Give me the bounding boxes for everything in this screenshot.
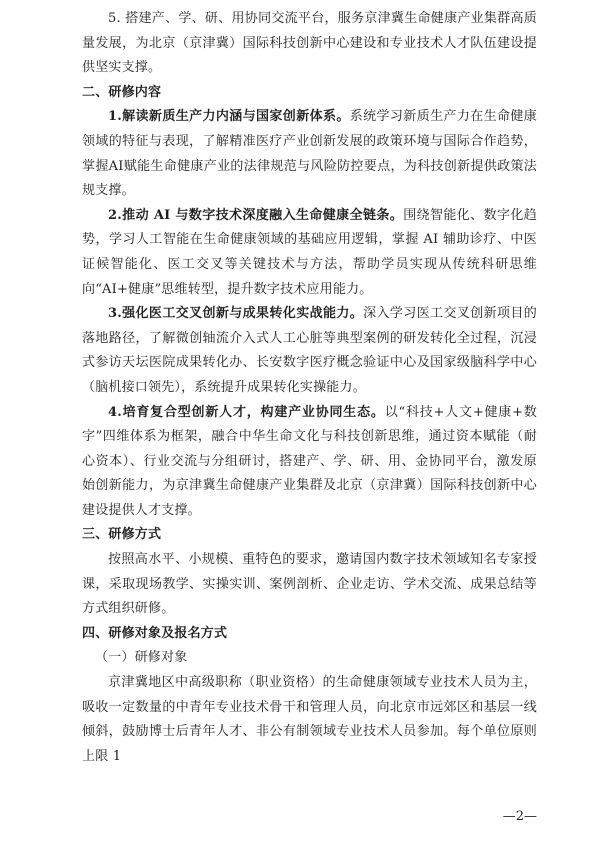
content-item-2 [82,204,537,302]
content-item-1-text: 系统学习新质生产力在生命健康领域的特征与表现，了解精准医疗产业创新发展的政策环境与国际合作趋势，掌握AI赋能生命健康产业的法律规范与风险防控要点，为科技创新提供政策法规支撑。 [82,109,537,199]
content-item-4-text: 以“科技+人文+健康+数字”四维体系为框架，融合中华生命文化与科技创新思维，通过资本赋能（耐心资本）、行业交流与分组研讨，搭建产、学、研、用、金协同平台，激发原始创新能力，为京津冀生命健康产业集群及北京（京津冀）国际科技创新中心建设提供人才支撑。 [82,404,537,518]
goal-item-5: 5. 搭建产、学、研、用协同交流平台，服务京津冀生命健康产业集群高质量发展，为北京（京津冀）国际科技创新中心建设和专业技术人才队伍建设提供坚实支撑。 [82,11,537,76]
participants-paragraph: 京津冀地区中高级职称（职业资格）的生命健康领域专业技术人员为主，吸收一定数量的中青年专业技术骨干和管理人员，向北京市远郊区和基层一线倾斜，鼓励博士后青年人才、非公有制领域专业技术人员参加。每个单位原则上限 1 [82,675,537,764]
section-heading-participants: 四、研修对象及报名方式 [82,625,228,641]
content-item-2-title: 2.推动 AI 与数字技术深度融入生命健康全链条。 [108,207,404,223]
content-item-1-title: 1.解读新质生产力内涵与国家创新体系。 [108,109,350,125]
section-heading-content: 二、研修内容 [82,84,162,100]
content-item-4-title: 4.培育复合型创新人才，构建产业协同生态。 [108,404,385,420]
document-body [82,7,537,769]
subsection-heading-participants: （一）研修对象 [95,650,188,666]
page-number: —2— [502,809,537,824]
content-item-3 [82,302,537,400]
content-item-3-title: 3.强化医工交叉创新与成果转化实战能力。 [108,306,364,322]
content-item-4 [82,401,537,524]
section-heading-method: 三、研修方式 [82,527,162,543]
content-item-1 [82,105,537,203]
method-paragraph: 按照高水平、小规模、重特色的要求，邀请国内数字技术领域知名专家授课，采取现场教学、实操实训、案例剖析、企业走访、学术交流、成果总结等方式组织研修。 [82,552,537,617]
content-item-3-text: 深入学习医工交叉创新项目的落地路径，了解微创轴流介入式人工心脏等典型案例的研发转化全过程，沉浸式参访天坛医院成果转化办、长安数字医疗概念验证中心及国家级脑科学中心（脑机接口领先），系统提升成果转化实操能力。 [82,306,537,395]
content-item-2-text: 围绕智能化、数字化趋势，学习人工智能在生命健康领域的基础应用逻辑，掌握 AI 辅助诊疗、中医证候智能化、医工交叉等关键技术与方法，帮助学员实现从传统科研思维向“AI+健康”思维转型，提升数字技术应用能力。 [82,207,537,297]
